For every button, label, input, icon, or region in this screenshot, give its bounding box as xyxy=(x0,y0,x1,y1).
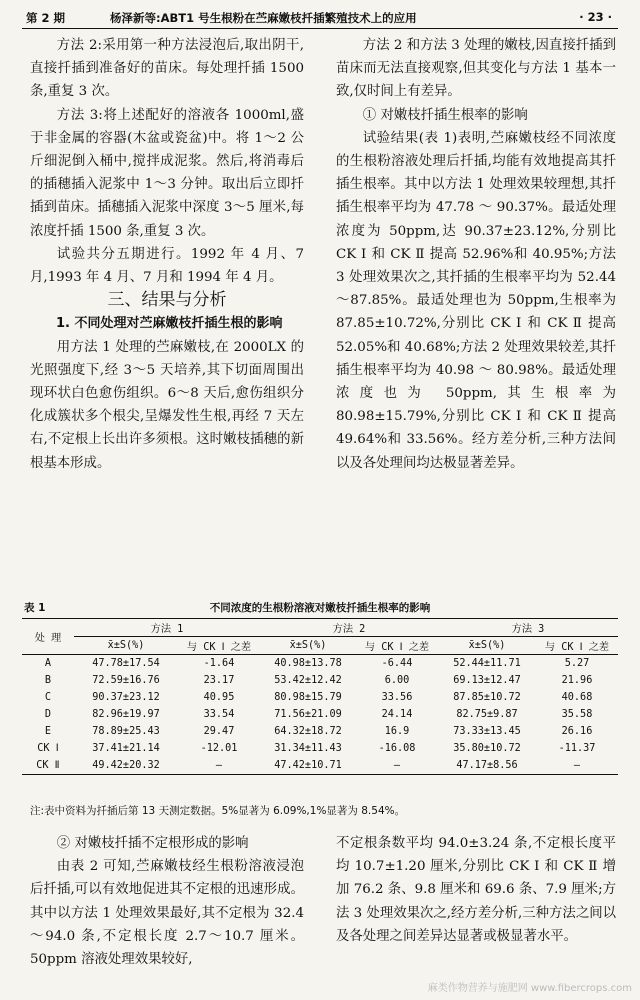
adventitious-root-continued: 不定根条数平均 94.0±3.24 条,不定根长度平均 10.7±1.20 厘米,分别比 CK Ⅰ 和 CK Ⅱ 增加 76.2 条、9.8 厘米和 69.6 条、7.9 厘米;方法 3 处理效果次之,经方差分析,三种方法之间以及各处理之间差异达显著或极显著水平。 xyxy=(336,836,616,944)
mean-cell: 82.75±9.87 xyxy=(456,709,518,720)
table-title: 不同浓度的生根粉溶液对嫩枝扦插生根率的影响 xyxy=(209,602,431,614)
method-header: 方法 3 xyxy=(438,619,618,637)
mean-cell: 78.89±25.43 xyxy=(92,726,160,737)
mean-cell: 82.96±19.97 xyxy=(92,709,160,720)
diff-cell: 21.96 xyxy=(561,675,593,686)
method-header: 方法 2 xyxy=(260,619,438,637)
mean-header: x̄±S(%) xyxy=(260,637,356,655)
diff-cell: 24.14 xyxy=(381,709,413,720)
mean-cell: 71.56±21.09 xyxy=(274,709,342,720)
table-row xyxy=(22,672,618,689)
rooting-rate-paragraph: 试验结果(表 1)表明,苎麻嫩枝经不同浓度的生根粉溶液处理后扦插,均能有效地提高其扦插生根率。其中以方法 1 处理效果较理想,其扦插生根率平均为 47.78 ～ 90.37%。最适处理浓度为 50ppm,达 90.37±23.12%,分别比 CK Ⅰ 和 CK Ⅱ 提高 52.96%和 40.95%;方法 3 处理效果次之,其扦插的生根率平均为 52.44～87.85%。最适处理也为 50ppm,生根率为 87.85±10.72%,分别比 CK Ⅰ 和 CK Ⅱ 提高 52.05%和 40.68%;方法 2 处理效果较差,其扦插生根率平均为 40.98 ～ 80.98%。最适处理浓度也为 50ppm,其生根率为 80.98±15.79%,分别比 CK Ⅰ 和 CK Ⅱ 提高 49.64%和 33.56%。经方差分析,三种方法间以及各处理间均达极显著差异。 xyxy=(336,130,616,471)
diff-cell: 5.27 xyxy=(564,658,590,669)
adventitious-root-heading: ② 对嫩枝扦插不定根形成的影响 xyxy=(56,836,249,851)
diff-cell: 29.47 xyxy=(203,726,235,737)
method3-paragraph: 方法 3:将上述配好的溶液各 1000ml,盛于非金属的容器(木盆或瓷盆)中。将 1～2 公斤细泥倒入桶中,搅拌成泥浆。然后,将消毒后的插穗插入泥浆中 1～3 分钟。取出后立即扦插到苗床。插穗插入泥浆中深度 3～5 厘米,每浓度扦插 1500 条,重复 3 次。 xyxy=(30,107,304,239)
results-table xyxy=(22,618,618,775)
diff-cell: -6.44 xyxy=(381,658,413,669)
mean-cell: 64.32±18.72 xyxy=(274,726,342,737)
running-header xyxy=(22,4,618,29)
table-note: 注:表中资料为扦插后第 13 天测定数据。5%显著为 6.09%,1%显著为 8.54%。 xyxy=(30,805,406,817)
page-number: · 23 · xyxy=(579,10,612,24)
mean-cell: 69.13±12.47 xyxy=(453,675,521,686)
mean-header: x̄±S(%) xyxy=(438,637,536,655)
header-title: 杨泽新等:ABT1 号生根粉在苎麻嫩枝扦插繁殖技术上的应用 xyxy=(110,11,417,25)
mean-cell: 72.59±16.76 xyxy=(92,675,160,686)
method-comparison-paragraph: 方法 2 和方法 3 处理的嫩枝,因直接扦插到苗床而无法直接观察,但其变化与方法 1 基本一致,仅时间上有差异。 xyxy=(336,38,616,100)
diff-cell: — xyxy=(356,757,438,775)
table-row xyxy=(22,655,618,673)
treatment-cell: D xyxy=(44,709,52,720)
subsection-heading: 1. 不同处理对苎麻嫩枝扦插生根的影响 xyxy=(56,316,283,332)
mean-cell: 40.98±13.78 xyxy=(274,658,342,669)
diff-cell: 6.00 xyxy=(384,675,410,686)
mean-cell: 47.42±10.71 xyxy=(260,757,356,775)
schedule-paragraph: 试验共分五期进行。1992 年 4 月、7 月,1993 年 4 月、7 月和 1994 年 4 月。 xyxy=(30,246,304,286)
diff-cell: -12.01 xyxy=(200,743,238,754)
mean-header: x̄±S(%) xyxy=(74,637,178,655)
diff-header: 与 CK Ⅰ 之差 xyxy=(356,637,438,655)
diff-header: 与 CK Ⅰ 之差 xyxy=(536,637,618,655)
diff-cell: 40.95 xyxy=(203,692,235,703)
method-header: 方法 1 xyxy=(74,619,260,637)
mean-cell: 80.98±15.79 xyxy=(274,692,342,703)
diff-cell: 40.68 xyxy=(561,692,593,703)
table-row xyxy=(22,757,618,775)
mean-cell: 35.80±10.72 xyxy=(453,743,521,754)
mean-cell: 87.85±10.72 xyxy=(453,692,521,703)
diff-cell: -1.64 xyxy=(203,658,235,669)
diff-cell: 33.56 xyxy=(381,692,413,703)
table-label: 表 1 xyxy=(24,602,46,614)
mean-cell: 52.44±11.71 xyxy=(453,658,521,669)
diff-cell: -11.37 xyxy=(558,743,596,754)
table-row xyxy=(22,723,618,740)
diff-cell: 23.17 xyxy=(203,675,235,686)
method2-paragraph: 方法 2:采用第一种方法浸泡后,取出阴干,直接扦插到准备好的苗床。每处理扦插 1500 条,重复 3 次。 xyxy=(30,38,304,100)
watermark: 麻类作物营养与施肥网 www.fibercrops.com xyxy=(427,983,632,994)
results-paragraph: 用方法 1 处理的苎麻嫩枝,在 2000LX 的光照强度下,经 3～5 天培养,其下切面周围出现环状白色愈伤组织。6～8 天后,愈伤组织分化成簇状多个根尖,呈爆发性生根,再经 7 天左右,不定根上长出许多须根。这时嫩枝插穗的新根基本形成。 xyxy=(30,339,304,471)
treatment-header: 处 理 xyxy=(22,619,74,655)
diff-cell: — xyxy=(178,757,260,775)
left-column xyxy=(30,34,304,475)
bottom-left-column xyxy=(30,832,304,971)
treatment-cell: E xyxy=(44,726,52,737)
treatment-cell: C xyxy=(44,692,52,703)
treatment-cell: CK Ⅱ xyxy=(22,757,74,775)
diff-cell: — xyxy=(536,757,618,775)
mean-cell: 47.17±8.56 xyxy=(438,757,536,775)
right-column xyxy=(336,34,616,475)
treatment-cell: CK Ⅰ xyxy=(37,743,59,754)
mean-cell: 47.78±17.54 xyxy=(92,658,160,669)
adventitious-root-paragraph: 由表 2 可知,苎麻嫩枝经生根粉溶液浸泡后扦插,可以有效地促进其不定根的迅速形成。其中以方法 1 处理效果最好,其不定根为 32.4～94.0 条,不定根长度 2.7～10.7 厘米。50ppm 溶液处理效果较好, xyxy=(30,859,304,968)
rooting-rate-heading: ① 对嫩枝扦插生根率的影响 xyxy=(362,107,528,123)
treatment-cell: A xyxy=(44,658,52,669)
diff-cell: 35.58 xyxy=(561,709,593,720)
bottom-right-column xyxy=(336,832,616,948)
diff-cell: 26.16 xyxy=(561,726,593,737)
issue-number: 第 2 期 xyxy=(26,11,66,25)
diff-header: 与 CK Ⅰ 之差 xyxy=(178,637,260,655)
table-row xyxy=(22,706,618,723)
mean-cell: 90.37±23.12 xyxy=(92,692,160,703)
mean-cell: 73.33±13.45 xyxy=(453,726,521,737)
mean-cell: 53.42±12.42 xyxy=(274,675,342,686)
diff-cell: -16.08 xyxy=(378,743,416,754)
diff-cell: 33.54 xyxy=(203,709,235,720)
mean-cell: 31.34±11.43 xyxy=(274,743,342,754)
mean-cell: 49.42±20.32 xyxy=(74,757,178,775)
section-heading: 三、结果与分析 xyxy=(107,290,227,311)
table-row xyxy=(22,689,618,706)
diff-cell: 16.9 xyxy=(384,726,410,737)
mean-cell: 37.41±21.14 xyxy=(92,743,160,754)
table-row xyxy=(22,740,618,757)
treatment-cell: B xyxy=(44,675,52,686)
